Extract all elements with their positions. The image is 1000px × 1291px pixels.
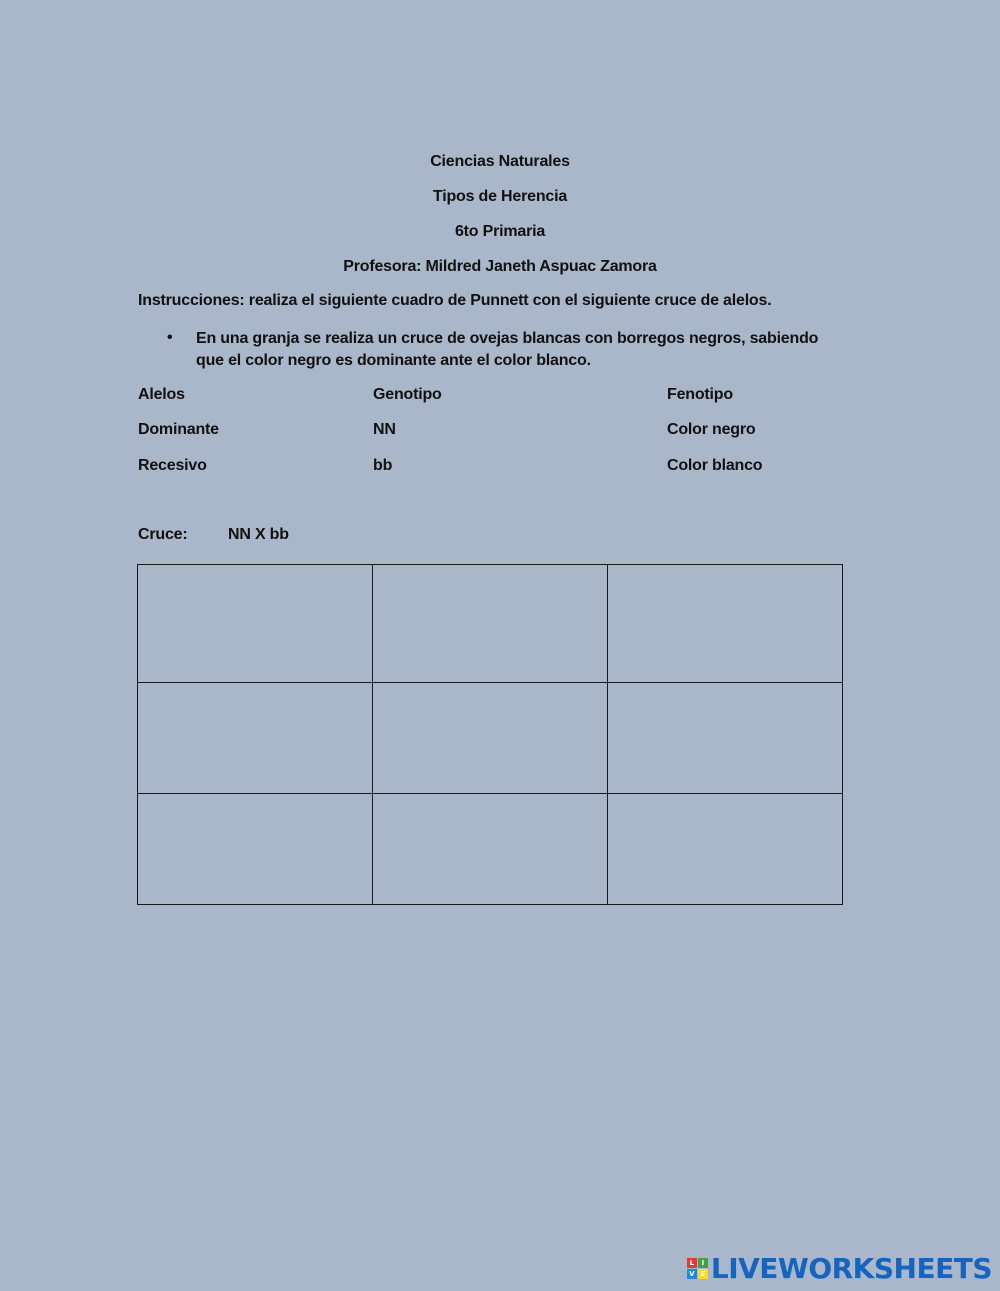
header-fenotipo: Fenotipo <box>667 386 733 403</box>
row-recesivo-allele: Recesivo <box>138 457 207 474</box>
punnett-cell[interactable] <box>373 794 607 905</box>
header-genotipo: Genotipo <box>373 386 442 403</box>
punnett-cell[interactable] <box>373 683 607 794</box>
punnett-square <box>137 564 843 905</box>
punnett-cell[interactable] <box>138 565 373 683</box>
row-dominante-genotype: NN <box>373 421 396 438</box>
bullet-icon: • <box>167 329 173 346</box>
row-recesivo-phenotype: Color blanco <box>667 457 763 474</box>
row-dominante-phenotype: Color negro <box>667 421 756 438</box>
logo-tile-l: L <box>687 1258 697 1268</box>
cross-value: NN X bb <box>228 526 289 543</box>
logo-tile-i: I <box>698 1258 708 1268</box>
punnett-cell[interactable] <box>607 683 842 794</box>
punnett-row <box>138 565 843 683</box>
logo-tile-e: E <box>698 1269 708 1279</box>
subject-title: Ciencias Naturales <box>430 153 570 170</box>
punnett-row <box>138 794 843 905</box>
topic-title: Tipos de Herencia <box>432 188 568 205</box>
logo-tile-v: V <box>687 1269 697 1279</box>
row-recesivo-genotype: bb <box>373 457 393 474</box>
row-dominante-allele: Dominante <box>138 421 219 438</box>
cross-label: Cruce: <box>138 526 188 543</box>
bullet-line-1: En una granja se realiza un cruce de ovejas blancas con borregos negros, sabiendo <box>196 330 819 347</box>
liveworksheets-logo-icon <box>687 1258 708 1279</box>
instructions-text: Instrucciones: realiza el siguiente cuadro de Punnett con el siguiente cruce de alelos. <box>138 292 772 309</box>
grade-title: 6to Primaria <box>454 223 546 240</box>
punnett-cell[interactable] <box>138 683 373 794</box>
punnett-cell[interactable] <box>138 794 373 905</box>
bullet-line-2: que el color negro es dominante ante el color blanco. <box>196 352 591 369</box>
bullet-text <box>196 328 876 372</box>
punnett-row <box>138 683 843 794</box>
punnett-cell[interactable] <box>607 565 842 683</box>
punnett-cell[interactable] <box>373 565 607 683</box>
header-alelos: Alelos <box>138 386 185 403</box>
liveworksheets-logo[interactable] <box>687 1252 992 1285</box>
teacher-name: Profesora: Mildred Janeth Aspuac Zamora <box>343 258 657 275</box>
liveworksheets-logo-text: LIVEWORKSHEETS <box>710 1252 992 1285</box>
punnett-cell[interactable] <box>607 794 842 905</box>
